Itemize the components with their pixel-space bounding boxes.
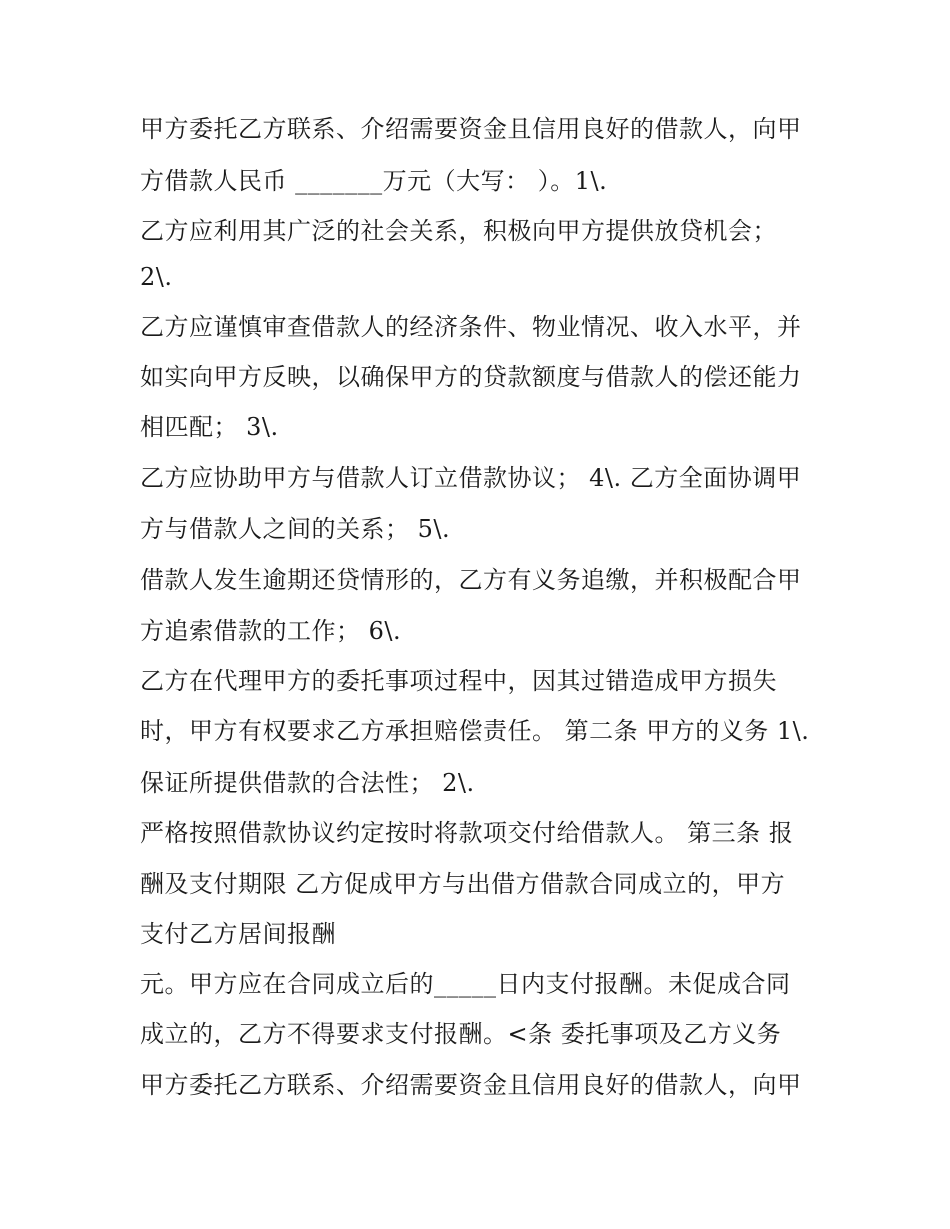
text-line: 方与借款人之间的关系； 5\. bbox=[140, 515, 451, 543]
text-line: 甲方委托乙方联系、介绍需要资金且信用良好的借款人，向甲 bbox=[140, 1071, 802, 1099]
text-line: 乙方在代理甲方的委托事项过程中，因其过错造成甲方损失 bbox=[140, 667, 777, 695]
text-line: 乙方应协助甲方与借款人订立借款协议； 4\. 乙方全面协调甲 bbox=[140, 464, 802, 492]
text-line: 酬及支付期限 乙方促成甲方与出借方借款合同成立的，甲方 bbox=[140, 870, 786, 898]
text-line: 严格按照借款协议约定按时将款项交付给借款人。 第三条 报 bbox=[140, 819, 794, 847]
text-line: 如实向甲方反映，以确保甲方的贷款额度与借款人的偿还能力 bbox=[140, 363, 802, 391]
text-line: 乙方应利用其广泛的社会关系，积极向甲方提供放贷机会； bbox=[140, 217, 777, 245]
text-line: 方追索借款的工作； 6\. bbox=[140, 617, 402, 645]
text-line: 甲方委托乙方联系、介绍需要资金且信用良好的借款人，向甲 bbox=[140, 115, 802, 143]
text-line: 乙方应谨慎审查借款人的经济条件、物业情况、收入水平，并 bbox=[140, 313, 802, 341]
text-line: 元。甲方应在合同成立后的_____日内支付报酬。未促成合同 bbox=[140, 970, 791, 998]
text-line: 相匹配； 3\. bbox=[140, 413, 279, 441]
text-line: 支付乙方居间报酬 bbox=[140, 920, 336, 948]
text-line: 借款人发生逾期还贷情形的，乙方有义务追缴，并积极配合甲 bbox=[140, 566, 802, 594]
text-line: 成立的，乙方不得要求支付报酬。<条 委托事项及乙方义务 bbox=[140, 1020, 782, 1048]
text-line: 方借款人民币 _______万元（大写： ）。1\. bbox=[140, 167, 608, 195]
text-line: 2\. bbox=[140, 263, 173, 291]
text-line: 时，甲方有权要求乙方承担赔偿责任。 第二条 甲方的义务 1\. bbox=[140, 717, 810, 745]
text-line: 保证所提供借款的合法性； 2\. bbox=[140, 769, 475, 797]
